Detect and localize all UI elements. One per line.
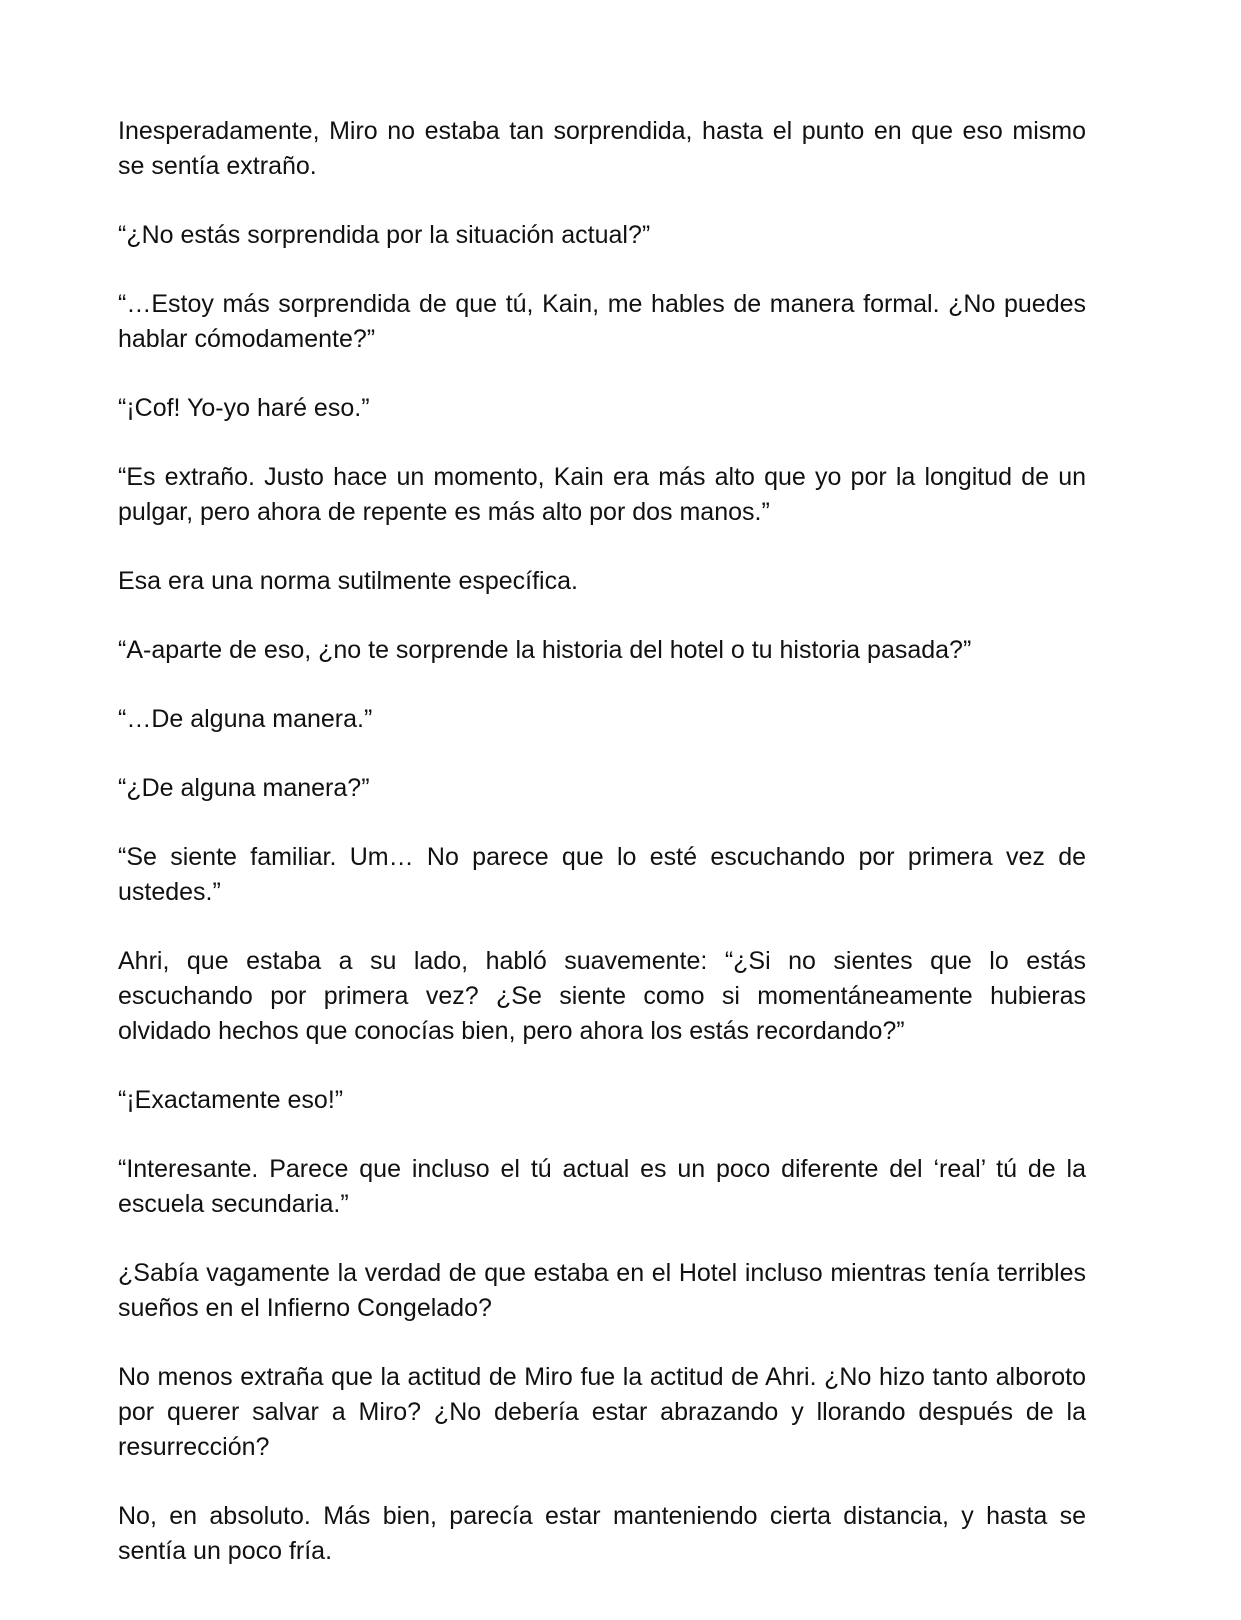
paragraph-14: ¿Sabía vagamente la verdad de que estaba en el Hotel incluso mientras tenía terribles sueños en el Infierno Congelado? [118, 1259, 1086, 1322]
paragraph-2: “¿No estás sorprendida por la situación actual?” [118, 221, 651, 249]
paragraph-8: “…De alguna manera.” [118, 705, 373, 733]
paragraph-3: “…Estoy más sorprendida de que tú, Kain, me hables de manera formal. ¿No puedes hablar cómodamente?” [118, 290, 1086, 353]
paragraph-5: “Es extraño. Justo hace un momento, Kain era más alto que yo por la longitud de un pulgar, pero ahora de repente es más alto por dos manos.” [118, 463, 1086, 526]
paragraph-1: Inesperadamente, Miro no estaba tan sorprendida, hasta el punto en que eso mismo se sentía extraño. [118, 117, 1086, 180]
paragraph-11: Ahri, que estaba a su lado, habló suavemente: “¿Si no sientes que lo estás escuchando por primera vez? ¿Se siente como si momentáneamente hubieras olvidado hechos que conocías bien, pero ahora los estás recordando?” [118, 947, 1086, 1045]
paragraph-10: “Se siente familiar. Um… No parece que lo esté escuchando por primera vez de ustedes.” [118, 843, 1086, 906]
paragraph-4: “¡Cof! Yo-yo haré eso.” [118, 394, 370, 422]
document-page [118, 114, 1086, 1569]
paragraph-13: “Interesante. Parece que incluso el tú actual es un poco diferente del ‘real’ tú de la escuela secundaria.” [118, 1155, 1086, 1218]
paragraph-15: No menos extraña que la actitud de Miro fue la actitud de Ahri. ¿No hizo tanto alboroto por querer salvar a Miro? ¿No debería estar abrazando y llorando después de la resurrección? [118, 1363, 1086, 1461]
paragraph-12: “¡Exactamente eso!” [118, 1086, 344, 1114]
paragraph-9: “¿De alguna manera?” [118, 774, 370, 802]
paragraph-6: Esa era una norma sutilmente específica. [118, 567, 578, 595]
paragraph-16: No, en absoluto. Más bien, parecía estar manteniendo cierta distancia, y hasta se sentía un poco fría. [118, 1502, 1086, 1565]
paragraph-7: “A-aparte de eso, ¿no te sorprende la historia del hotel o tu historia pasada?” [118, 636, 972, 664]
